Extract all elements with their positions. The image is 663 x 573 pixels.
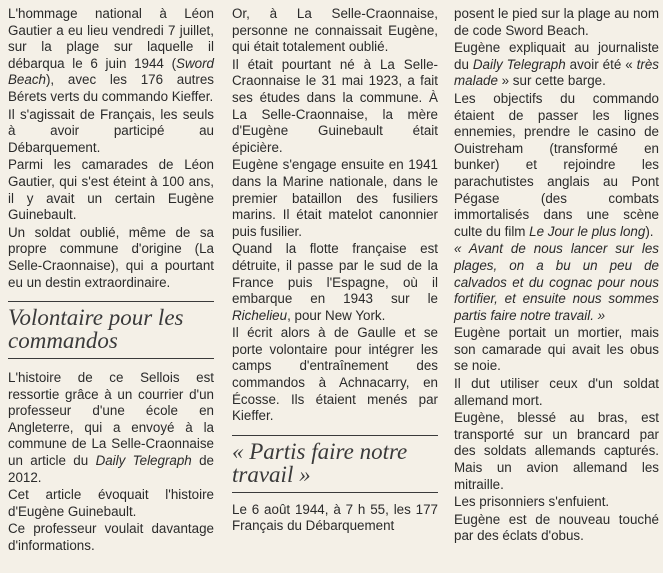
paragraph: posent le pied sur la plage au nom de code Sword Beach. bbox=[454, 6, 659, 38]
text: Quand la flotte française est détruite, il passe par le sud de la France puis l'Espagne, où il embarque en 1943 sur le bbox=[232, 241, 438, 307]
text: » sur cette barge. bbox=[497, 73, 606, 89]
paragraph: Parmi les camarades de Léon Gautier, qui s'est éteint à 100 ans, il y avait un certain Eugène Guinebault. bbox=[8, 157, 214, 223]
section-heading-box bbox=[232, 435, 438, 493]
text: avoir été « bbox=[565, 56, 637, 72]
paragraph: Eugène s'engage ensuite en 1941 dans la Marine nationale, dans le premier bataillon des fusiliers marins. Il était matelot canonnier puis fusilier. bbox=[232, 157, 438, 239]
paragraph bbox=[454, 91, 659, 240]
text: , pour New York. bbox=[287, 307, 386, 323]
paragraph: Eugène portait un mortier, mais son camarade qui avait les obus se noie. bbox=[454, 325, 659, 374]
section-heading: « Partis faire notre travail » bbox=[232, 438, 408, 487]
text-italic: Daily Telegraph bbox=[472, 56, 566, 72]
text: de 2012. bbox=[8, 453, 214, 485]
paragraph: Eugène est de nouveau touché par des éclats d'obus. bbox=[454, 511, 659, 544]
paragraph bbox=[454, 40, 659, 90]
paragraph: Il était pourtant né à La Selle-Craonnaise le 31 mai 1923, a fait ses études dans la commune. À La Selle-Craonnaise, la mère d'Eugène Guinebault était épicière. bbox=[232, 56, 438, 155]
section-heading: Volontaire pour les commandos bbox=[8, 305, 184, 354]
section-heading-box bbox=[8, 301, 214, 359]
paragraph: Les prisonniers s'enfuient. bbox=[454, 494, 610, 510]
paragraph: Il dut utiliser ceux d'un soldat allemand mort. bbox=[454, 376, 659, 408]
column-1 bbox=[8, 6, 214, 555]
text: Eugène expliquait au journaliste du bbox=[454, 40, 659, 72]
text-italic: Daily Telegraph bbox=[95, 453, 192, 469]
text: L'histoire de ce Sellois est ressortie grâce à un courrier d'un professeur d'une école en Angleterre, qui a envoyé à la commune de La Selle-Craonnaise un article du bbox=[8, 370, 214, 469]
paragraph: Eugène, blessé au bras, est transporté sur un brancard par des soldats allemands capturés. Mais un avion allemand les mitraille. bbox=[454, 410, 659, 492]
quote-paragraph: « Avant de nous lancer sur les plages, on a bu un peu de calvados et du cognac pour nous fortifier, et ensuite nous sommes partis faire notre travail. » bbox=[454, 241, 659, 323]
text-italic: Sword Beach bbox=[8, 55, 214, 88]
text: L'hommage national à Léon Gautier a eu lieu vendredi 7 juillet, sur la plage sur laquelle il débarqua le 6 juin 1944 ( bbox=[8, 6, 214, 71]
column-2 bbox=[232, 6, 438, 535]
paragraph: Le 6 août 1944, à 7 h 55, les 177 Français du Débarquement bbox=[232, 501, 438, 534]
text-italic: Richelieu bbox=[232, 307, 288, 323]
paragraph: Il s'agissait de Français, les seuls à avoir participé au Débarquement. bbox=[8, 106, 214, 155]
paragraph: Cet article évoquait l'histoire d'Eugène Guinebault. bbox=[8, 487, 214, 519]
paragraph bbox=[232, 241, 438, 324]
paragraph: Il écrit alors à de Gaulle et se porte volontaire pour intégrer les camps d'entraînement des commandos à Achnacarry, en Écosse. Ils étaient menés par Kieffer. bbox=[232, 325, 438, 424]
text: ), avec les 176 autres Bérets verts du commando Kieffer. bbox=[8, 72, 214, 104]
paragraph: Un soldat oublié, même de sa propre commune d'origine (La Selle-Craonnaise), qui a pourtant eu un destin extraordinaire. bbox=[8, 224, 214, 290]
column-3 bbox=[454, 6, 659, 545]
text: Les objectifs du commando étaient de passer les lignes ennemies, prendre le casino de Ouistreham (transformé en bunker) et rejoindre les parachutistes anglais au Pont Pégase (des combats immortalisés dans une scène culte du film bbox=[454, 90, 659, 239]
paragraph bbox=[8, 6, 214, 106]
paragraph: Or, à La Selle-Craonnaise, personne ne connaissait Eugène, qui était totalement oublié. bbox=[232, 6, 438, 55]
text: ). bbox=[645, 223, 654, 239]
text-italic: très malade bbox=[454, 56, 659, 89]
paragraph: Ce professeur voulait davantage d'informations. bbox=[8, 521, 214, 554]
paragraph bbox=[8, 370, 214, 486]
text-italic: Le Jour le plus long bbox=[529, 223, 646, 239]
